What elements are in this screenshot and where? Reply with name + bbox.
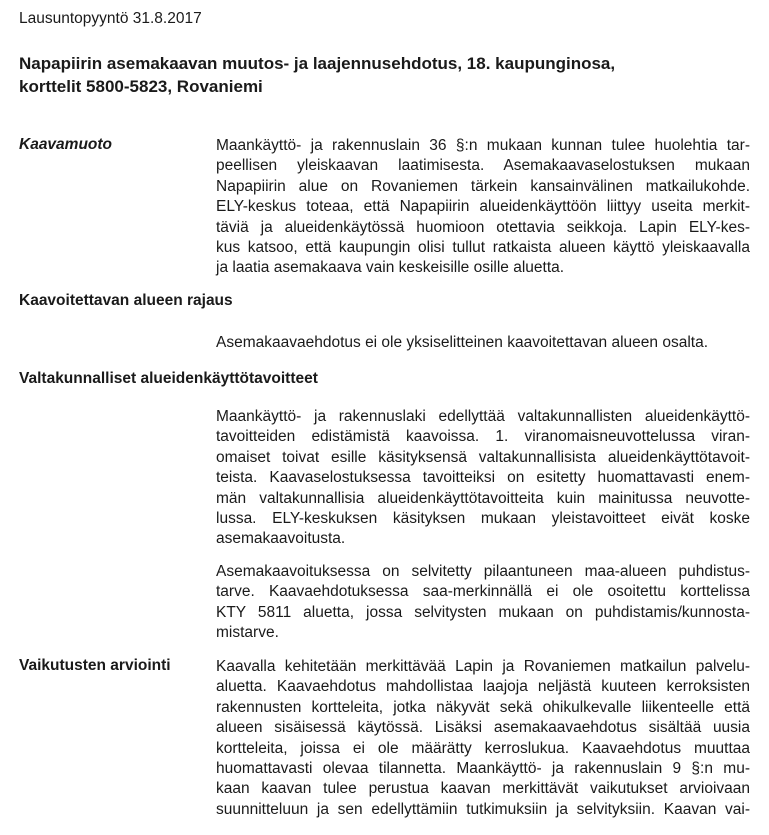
section-body-valtakunnalliset-p2	[216, 562, 750, 644]
text-line: ELY-keskus toteaa, että Napapiirin alueidenkäyttöön liittyy useita merkit-	[216, 198, 750, 216]
text-line: tavoitteiden edistämistä kaavoissa. 1. viranomaisneuvottelussa viran-	[216, 428, 750, 446]
text-line: rakennusten kortteleita, jotka näkyvät sekä ohikulkevalle liikenteelle että	[216, 698, 750, 716]
text-line: aluetta. Kaavaehdotus mahdollistaa laajoja neljästä kuuteen kerroksisten	[216, 678, 750, 696]
section-body-kaavamuoto	[216, 136, 750, 279]
section-body-valtakunnalliset-p1	[216, 407, 750, 550]
text-line: lussa. ELY-keskuksen käsityksen mukaan yleistavoitteet eivät koske	[216, 510, 750, 528]
text-line: huomattavasti olevaa tilannetta. Maankäyttö- ja rakennuslain 9 §:n mu-	[216, 760, 750, 778]
text-line: kortteleita, joissa ei ole määrätty kerroslukua. Kaavaehdotus muuttaa	[216, 739, 750, 757]
text-line: Napapiirin alue on Rovaniemen tärkein kansainvälinen matkailukohde.	[216, 177, 750, 195]
text-line: teista. Kaavaselostuksessa tavoitteiksi on esitetty huomattavasti enem-	[216, 469, 750, 487]
text-line: Maankäyttö- ja rakennuslaki edellyttää valtakunnallisten alueidenkäyttö-	[216, 408, 750, 425]
text-line: alueen sisäisessä käytössä. Lisäksi asemakaavaehdotus sisältää uusia	[216, 719, 750, 737]
text-line: Maankäyttö- ja rakennuslain 36 §:n mukaan kunnan tulee huolehtia tar-	[216, 137, 750, 154]
text-line: peellisen yleiskaavan laatimisesta. Asemakaavaselostuksen mukaan	[216, 157, 750, 175]
text-line: Asemakaavaehdotus ei ole yksiselitteinen kaavoitettavan alueen osalta.	[216, 334, 709, 351]
title-line: Napapiirin asemakaavan muutos- ja laajennusehdotus, 18. kaupunginosa,	[19, 54, 616, 73]
text-line: kus katsoo, että kaupungin olisi tullut ratkaista alueen käyttö yleiskaavalla	[216, 239, 750, 257]
text-line: suunnitteluun ja sen edellyttämiin tutkimuksiin ja selvityksiin. Kaavan vai-	[216, 800, 750, 818]
text-line: omaiset toivat esille käsityksensä valtakunnallisista alueidenkäyttötavoit-	[216, 448, 750, 466]
text-line: ja laatia asemakaava vain keskeisille osille aluetta.	[216, 259, 565, 277]
text-line: KTY 5811 aluetta, jossa selvitysten mukaan on puhdistamis/kunnosta-	[216, 603, 750, 621]
text-line: mistarve.	[216, 624, 279, 642]
text-line: asemakaavoitusta.	[216, 530, 346, 548]
section-body-rajaus	[216, 333, 750, 353]
section-label-kaavamuoto: Kaavamuoto	[19, 136, 113, 153]
document-header: Lausuntopyyntö 31.8.2017	[19, 10, 202, 27]
text-line: Kaavalla kehitetään merkittävää Lapin ja Rovaniemen matkailun palvelu-	[216, 658, 750, 675]
text-line: täviä ja alueidenkäytössä huomioon otettavia seikkoja. Lapin ELY-kes-	[216, 218, 750, 236]
title-line: korttelit 5800-5823, Rovaniemi	[19, 77, 263, 96]
text-line: Asemakaavoituksessa on selvitetty pilaantuneen maa-alueen puhdistus-	[216, 563, 750, 580]
section-label-rajaus: Kaavoitettavan alueen rajaus	[19, 292, 233, 309]
text-line: män valtakunnallisia alueidenkäyttötavoitteita kuin mainitussa neuvotte-	[216, 489, 750, 507]
document-title	[19, 52, 749, 98]
text-line: kaan kaavan tulee perustua kaavan merkittävät vaikutukset arvioivaan	[216, 780, 750, 798]
section-body-vaikutusten-arviointi	[216, 657, 750, 820]
section-label-vaikutusten-arviointi: Vaikutusten arviointi	[19, 657, 171, 674]
text-line: tarve. Kaavaehdotuksessa saa-merkinnällä ei ole osoitettu korttelissa	[216, 583, 750, 601]
section-label-valtakunnalliset: Valtakunnalliset alueidenkäyttötavoitteet	[19, 370, 318, 387]
